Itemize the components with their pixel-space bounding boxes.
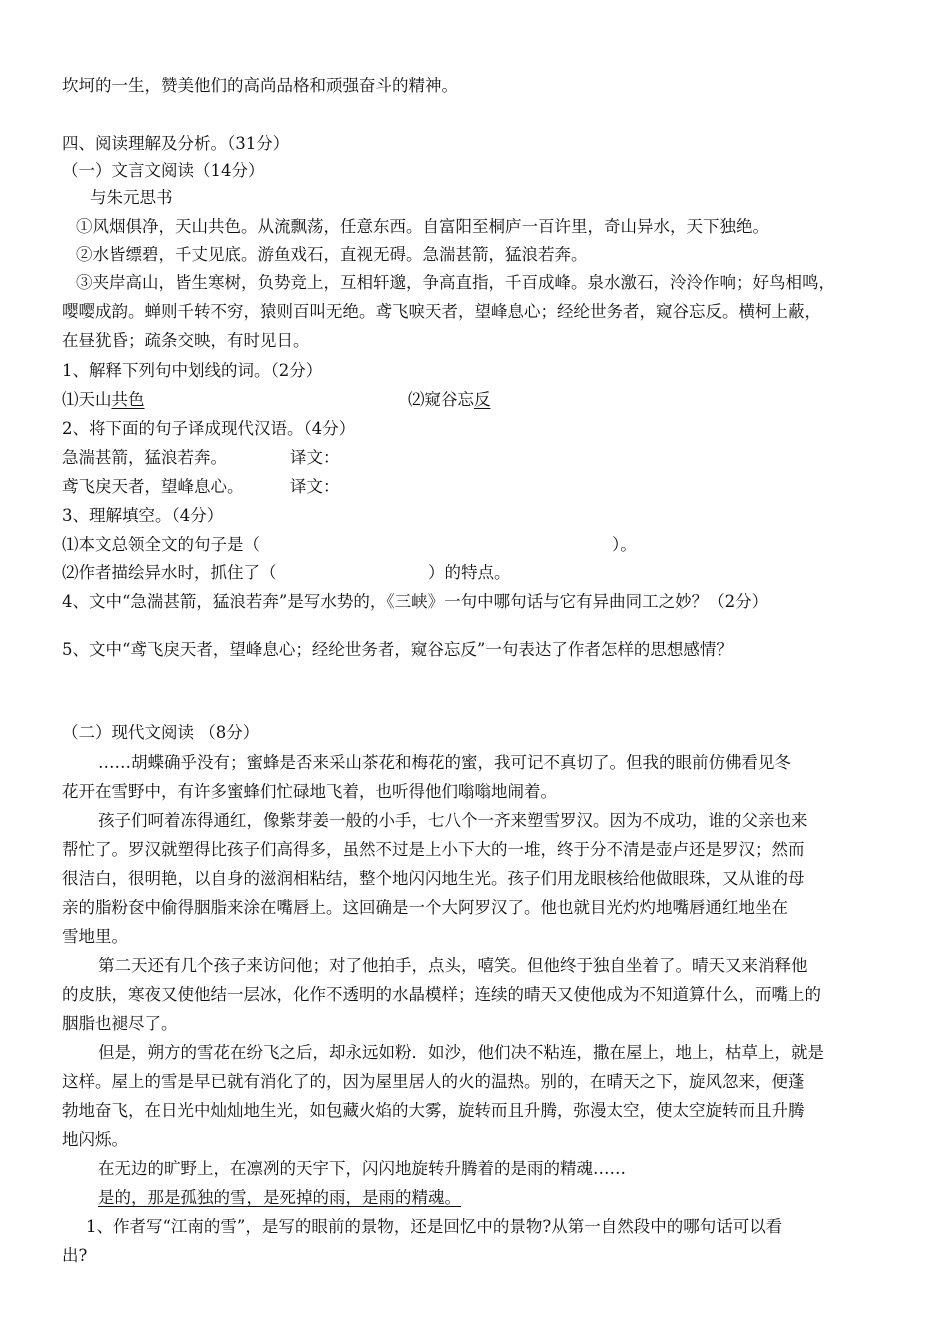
passage-line: 勃地奋飞，在日光中灿灿地生光，如包藏火焰的大雾，旋转而且升腾，弥漫太空，使太空旋转而且升腾 [62, 1101, 805, 1120]
fill-blank-1: ⑴本文总领全文的句子是（ [62, 535, 260, 554]
question-2: 2、将下面的句子译成现代汉语。（4分） [62, 419, 356, 438]
item-prefix: ⑴天山 [62, 390, 112, 409]
passage-line: 在昼犹昏；疏条交映，有时见日。 [62, 331, 310, 350]
passage-line: 但是，朔方的雪花在纷飞之后，却永远如粉．如沙，他们决不粘连，撒在屋上，地上，枯草上，就是 [98, 1043, 824, 1062]
passage-line: 嘤嘤成韵。蝉则千转不穷，猿则百叫无绝。鸢飞唳天者，望峰息心；经纶世务者，窥谷忘反。横柯上蔽， [62, 302, 821, 321]
question-5: 5、文中“鸢飞戾天者，望峰息心；经纶世务者，窥谷忘反”一句表达了作者怎样的思想感情？ [62, 640, 733, 659]
fill-blank-2-close: ）的特点。 [428, 563, 511, 582]
underlined-word: 共色 [111, 390, 145, 409]
question-3: 3、理解填空。（4分） [62, 506, 224, 525]
fill-blank-2: ⑵作者描绘异水时，抓住了（ [62, 563, 277, 582]
underlined-word: 反 [474, 390, 491, 409]
passage-line: 帮忙了。罗汉就塑得比孩子们高得多，虽然不过是上小下大的一堆，终于分不清是壶卢还是罗汉；然而 [62, 840, 805, 859]
passage-line: ……胡蝶确乎没有；蜜蜂是否来采山茶花和梅花的蜜，我可记不真切了。但我的眼前仿佛看见冬 [98, 753, 791, 772]
reading-question-1-cont: 出? [62, 1246, 88, 1265]
passage-line: 雪地里。 [62, 927, 128, 946]
question-1-item-1 [62, 390, 145, 410]
passage-line: 孩子们呵着冻得通红，像紫芽姜一般的小手，七八个一齐来塑雪罗汉。因为不成功，谁的父亲也来 [98, 811, 808, 830]
passage-line: 这样。屋上的雪是早已就有消化了的，因为屋里居人的火的温热。别的，在晴天之下，旋风忽来，便蓬 [62, 1072, 805, 1091]
subsection-heading: （二）现代文阅读 （8分） [62, 723, 260, 742]
translation-label: 译文： [290, 448, 340, 467]
passage-line: 的皮肤，寒夜又使他结一层冰，化作不透明的水晶模样；连续的晴天又使他成为不知道算什么，而嘴上的 [62, 985, 821, 1004]
paragraph-line: 坎坷的一生，赞美他们的高尚品格和顽强奋斗的精神。 [62, 76, 458, 95]
translate-sentence-2: 鸢飞戾天者，望峰息心。 [62, 477, 244, 496]
passage-line: 在无边的旷野上，在凛冽的天宇下，闪闪地旋转升腾着的是雨的精魂…… [98, 1159, 626, 1178]
passage-line: 亲的脂粉奁中偷得胭脂来涂在嘴唇上。这回确是一个大阿罗汉了。他也就目光灼灼地嘴唇通红地坐在 [62, 898, 788, 917]
item-prefix: ⑵窥谷忘 [408, 390, 474, 409]
translation-label: 译文： [290, 477, 340, 496]
question-1-item-2 [408, 390, 491, 410]
reading-question-1: 1、作者写“江南的雪”，是写的眼前的景物，还是回忆中的景物?从第一自然段中的哪句话可以看 [86, 1217, 783, 1236]
passage-line: 很洁白，很明艳，以自身的滋润相粘结，整个地闪闪地生光。孩子们用龙眼核给他做眼珠，又从谁的母 [62, 869, 805, 888]
passage-line: ③夹岸高山，皆生寒树，负势竞上，互相轩邈，争高直指，千百成峰。泉水激石，泠泠作响；好鸟相鸣， [76, 273, 835, 292]
translate-sentence-1: 急湍甚箭，猛浪若奔。 [62, 448, 227, 467]
passage-line: 花开在雪野中，有许多蜜蜂们忙碌地飞着，也听得他们嗡嗡地闹着。 [62, 782, 557, 801]
question-4: 4、文中“急湍甚箭，猛浪若奔”是写水势的，《三峡》一句中哪句话与它有异曲同工之妙？（2分） [62, 592, 769, 611]
fill-blank-1-close: ）。 [612, 535, 637, 554]
passage-line: ①风烟俱净，天山共色。从流飘荡，任意东西。自富阳至桐庐一百许里，奇山异水，天下独绝。 [76, 217, 769, 236]
passage-line: 地闪烁。 [62, 1130, 128, 1149]
question-1: 1、解释下列句中划线的词。（2分） [62, 361, 323, 380]
section-heading: 四、阅读理解及分析。（31分） [62, 134, 290, 153]
passage-title: 与朱元思书 [90, 188, 173, 207]
passage-line: 胭脂也褪尽了。 [62, 1014, 178, 1033]
passage-line: ②水皆缥碧，千丈见底。游鱼戏石，直视无碍。急湍甚箭，猛浪若奔。 [76, 245, 588, 264]
underlined-sentence: 是的，那是孤独的雪，是死掉的雨，是雨的精魂。 [98, 1188, 461, 1207]
passage-line: 第二天还有几个孩子来访问他；对了他拍手，点头，嘻笑。但他终于独自坐着了。晴天又来消释他 [98, 956, 808, 975]
subsection-heading: （一）文言文阅读（14分） [62, 161, 265, 180]
